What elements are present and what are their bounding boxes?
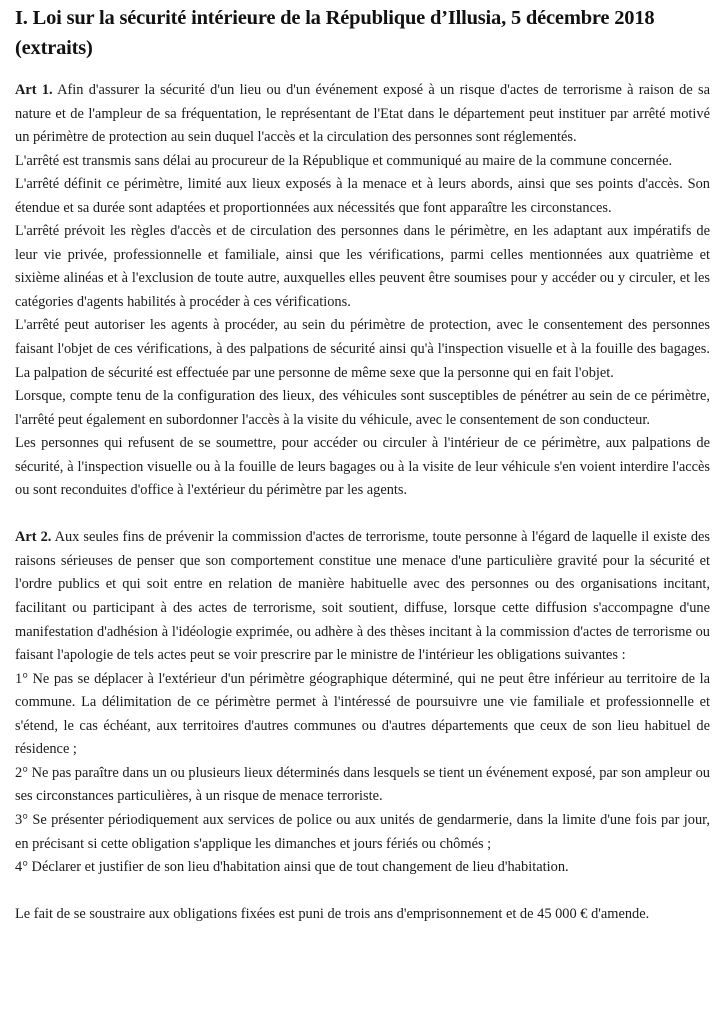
article-1-paragraph bbox=[15, 79, 710, 150]
article-1-paragraph: L'arrêté définit ce périmètre, limité aux lieux exposés à la menace et à leurs abords, ainsi que ses points d'accès. Son étendue et sa durée sont adaptées et proportionnées aux nécessités que font apparaître les circonstances. bbox=[15, 176, 710, 216]
obligation-item-1: 1° Ne pas se déplacer à l'extérieur d'un périmètre géographique déterminé, qui ne peut être inférieur au territoire de la commune. La délimitation de ce périmètre permet à l'intéressé de poursuivre une vie familiale et professionnelle et s'étend, le cas échéant, aux territoires d'autres communes ou d'autres départements que ceux de son lieu habituel de résidence ; bbox=[15, 670, 710, 758]
article-2-label: Art 2. bbox=[15, 529, 52, 546]
article-1-paragraph: Les personnes qui refusent de se soumettre, pour accéder ou circuler à l'intérieur de ce périmètre, aux palpations de sécurité, à l'inspection visuelle ou à la fouille de leurs bagages ou à la visite de leur véhicule s'en voient interdire l'accès ou sont reconduites d'office à l'extérieur du périmètre par les agents. bbox=[15, 435, 710, 499]
penalty-paragraph: Le fait de se soustraire aux obligations fixées est puni de trois ans d'emprisonnement et de 45 000 € d'amende. bbox=[15, 906, 650, 923]
article-1-paragraph: L'arrêté prévoit les règles d'accès et de circulation des personnes dans le périmètre, en les adaptant aux impératifs de leur vie privée, professionnelle et familiale, ainsi que les vérifications, parmi celles mentionnées aux quatrième et sixième alinéas et à l'exclusion de toute autre, auxquelles elles peuvent être soumises pour y accéder ou y circuler, et les catégories d'agents habilités à procéder à ces vérifications. bbox=[15, 223, 710, 310]
article-1-paragraph: L'arrêté est transmis sans délai au procureur de la République et communiqué au maire de la commune concernée. bbox=[15, 152, 673, 169]
document-body bbox=[15, 79, 710, 927]
document-title: I. Loi sur la sécurité intérieure de la République d’Illusia, 5 décembre 2018 (extraits) bbox=[15, 7, 655, 59]
paragraph-spacer bbox=[15, 503, 710, 527]
obligation-item-2: 2° Ne pas paraître dans un ou plusieurs lieux déterminés dans lesquels se tient un événement exposé, par son ampleur ou ses circonstances particulières, à un risque de menace terroriste. bbox=[15, 764, 710, 805]
obligation-item-3: 3° Se présenter périodiquement aux services de police ou aux unités de gendarmerie, dans la limite d'une fois par jour, en précisant si cette obligation s'applique les dimanches et jours fériés ou chômés ; bbox=[15, 811, 710, 852]
obligation-item-4: 4° Déclarer et justifier de son lieu d'habitation ainsi que de tout changement de lieu d'habitation. bbox=[15, 859, 569, 876]
article-1-paragraph: Lorsque, compte tenu de la configuration des lieux, des véhicules sont susceptibles de pénétrer au sein de ce périmètre, l'arrêté peut également en subordonner l'accès à la visite du véhicule, avec le consentement de son conducteur. bbox=[15, 388, 710, 428]
article-2-text: Aux seules fins de prévenir la commission d'actes de terrorisme, toute personne à l'égard de laquelle il existe des raisons sérieuses de penser que son comportement constitue une menace d'une particulière gravité pour la sécurité et l'ordre publics et qui soit entre en relation de manière habituelle avec des personnes ou des organisations incitant, facilitant ou participant à des actes de terrorisme, soit soutient, diffuse, lorsque cette diffusion s'accompagne d'une manifestation d'adhésion à l'idéologie exprimée, ou adhère à des thèses incitant à la commission d'actes de terrorisme ou faisant l'apologie de tels actes peut se voir prescrire par le ministre de l'intérieur les obligations suivantes : bbox=[15, 529, 710, 664]
paragraph-spacer bbox=[15, 880, 710, 904]
article-2-paragraph bbox=[15, 526, 710, 667]
article-1-label: Art 1. bbox=[15, 82, 53, 98]
article-2 bbox=[15, 526, 710, 879]
article-1 bbox=[15, 79, 710, 503]
article-1-text: Afin d'assurer la sécurité d'un lieu ou d'un événement exposé à un risque d'actes de terrorisme à raison de sa nature et de l'ampleur de sa fréquentation, le représentant de l'Etat dans le département peut instituer par arrêté motivé un périmètre de protection au sein duquel l'accès et la circulation des personnes sont réglementés. bbox=[15, 82, 710, 146]
article-1-paragraph: L'arrêté peut autoriser les agents à procéder, au sein du périmètre de protection, avec le consentement des personnes faisant l'objet de ces vérifications, à des palpations de sécurité ainsi qu'à l'inspection visuelle et à la fouille des bagages. La palpation de sécurité est effectuée par une personne de même sexe que la personne qui en fait l'objet. bbox=[15, 317, 710, 381]
